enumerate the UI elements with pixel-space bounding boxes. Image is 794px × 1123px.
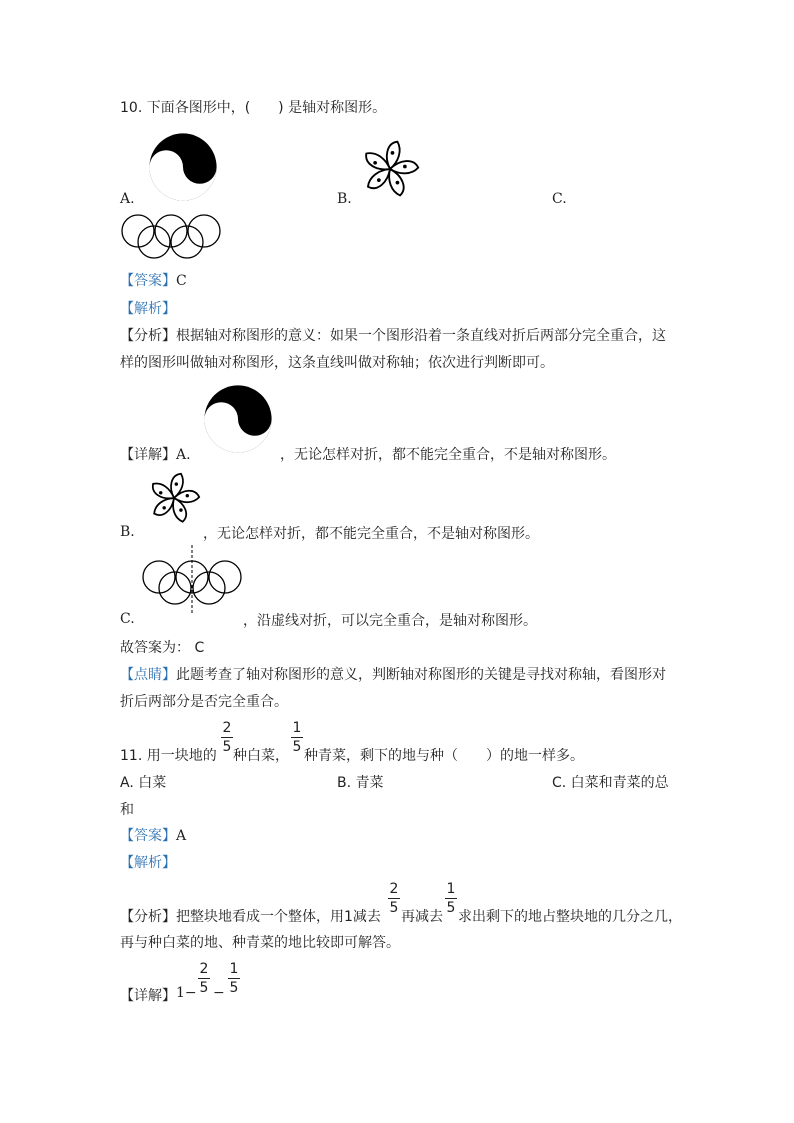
q10-tip-1: 【点睛】此题考查了轴对称图形的意义，判断轴对称图形的关键是寻找对称轴，看图形对: [120, 667, 666, 683]
q11-option-c-cont: 和: [120, 802, 134, 818]
q11-detail-fraction-2-5: 2 5: [199, 961, 209, 996]
q11-detail-tag: 【详解】: [120, 988, 176, 1004]
yin-yang-icon: [148, 132, 218, 202]
q10-final-answer: 故答案为： C: [120, 640, 205, 656]
q10-detail-b-prefix: B.: [120, 524, 135, 540]
q11-stem-2: 种白菜，: [233, 748, 289, 764]
q11-detail-expr-2: −: [213, 985, 225, 1001]
q11-detail-expr-1: 1−: [176, 985, 197, 1001]
q10-detail-c-prefix: C.: [120, 611, 135, 627]
q11-fraction-1-5: 1 5: [292, 720, 302, 755]
q10-detail-a: 【详解】A.: [120, 447, 191, 463]
q11-analysis-1: 【分析】把整块地看成一个整体，用1减去: [120, 909, 381, 925]
bauhinia-flower-icon: [359, 138, 421, 200]
q11-fraction-2-5: 2 5: [222, 720, 232, 755]
q10-jiexi: 【解析】: [120, 301, 176, 317]
q10-analysis-2: 样的图形叫做轴对称图形，这条直线叫做对称轴；依次进行判断即可。: [120, 355, 554, 371]
q11-analysis-fraction-1-5: 1 5: [446, 881, 456, 916]
q10-analysis-1: 【分析】根据轴对称图形的意义：如果一个图形沿着一条直线对折后两部分完全重合，这: [120, 328, 666, 344]
q11-analysis-fraction-2-5: 2 5: [389, 881, 399, 916]
q11-analysis-3: 求出剩下的地占整块地的几分之几，: [458, 909, 682, 925]
q11-stem-1: 11. 用一块地的: [120, 748, 217, 764]
olympic-rings-dashed-axis-icon: [142, 545, 244, 615]
q10-option-a: A.: [120, 191, 135, 207]
q10-stem: 10. 下面各图形中，( ) 是轴对称图形。: [120, 100, 387, 116]
q11-analysis-line2: 再与种白菜的地、种青菜的地比较即可解答。: [120, 935, 400, 951]
yin-yang-icon: [203, 384, 273, 454]
q10-detail-b-text: ，无论怎样对折，都不能完全重合，不是轴对称图形。: [203, 526, 539, 542]
olympic-rings-icon: [120, 214, 222, 260]
q11-option-a: A. 白菜: [120, 775, 167, 791]
q11-option-b: B. 青菜: [337, 775, 384, 791]
q11-answer: 【答案】A: [120, 828, 187, 844]
q10-detail-a-text: ，无论怎样对折，都不能完全重合，不是轴对称图形。: [280, 447, 616, 463]
q10-answer: 【答案】C: [120, 273, 187, 289]
q11-option-c: C. 白菜和青菜的总: [552, 775, 669, 791]
q11-analysis-2: 再减去: [401, 909, 443, 925]
q11-detail-fraction-1-5: 1 5: [229, 961, 239, 996]
bauhinia-flower-icon: [143, 472, 205, 524]
q10-detail-c-text: ，沿虚线对折，可以完全重合，是轴对称图形。: [243, 613, 537, 629]
q11-jiexi: 【解析】: [120, 855, 176, 871]
q10-tip-2: 折后两部分是否完全重合。: [120, 694, 288, 710]
q10-option-b: B.: [337, 191, 352, 207]
q10-option-c: C.: [552, 191, 567, 207]
q11-stem-3: 种青菜，剩下的地与种（ ）的地一样多。: [304, 748, 584, 764]
